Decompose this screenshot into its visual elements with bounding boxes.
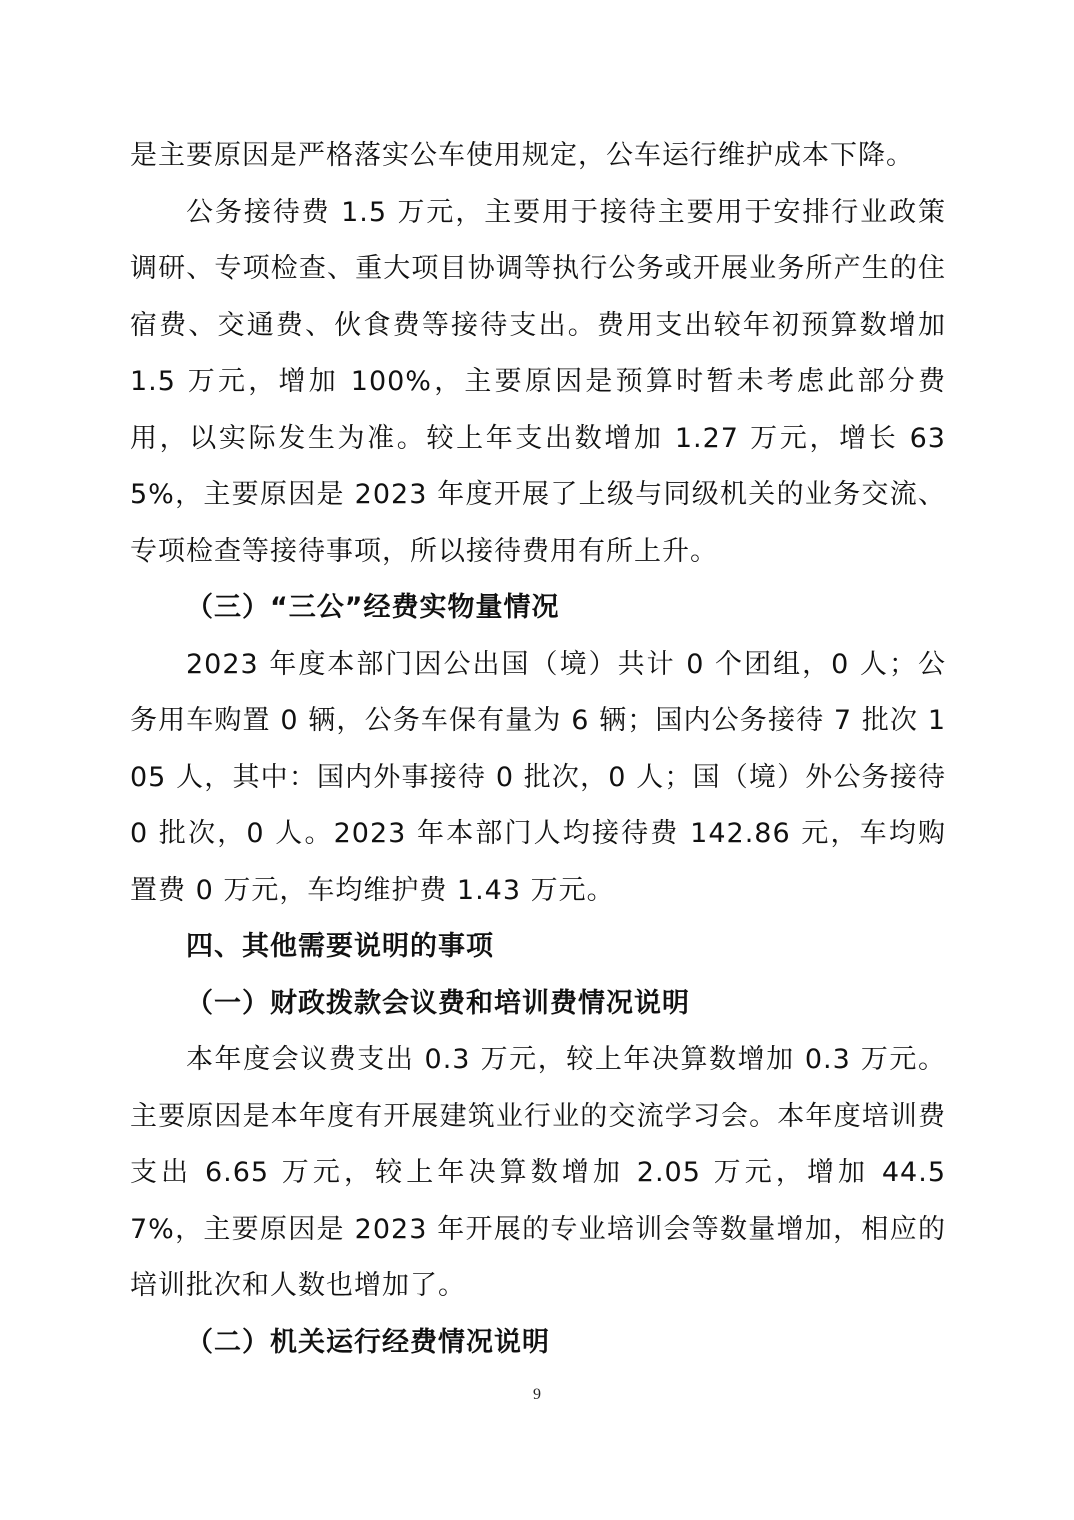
heading-meeting-training-fees: （一）财政拨款会议费和培训费情况说明 <box>186 987 690 1019</box>
page-number: 9 <box>533 1386 541 1403</box>
heading-other-matters: 四、其他需要说明的事项 <box>186 931 494 962</box>
heading-sangong-physical-quantity: （三）“三公”经费实物量情况 <box>186 592 560 623</box>
document-body <box>130 128 946 1371</box>
heading-operating-expenses: （二）机关运行经费情况说明 <box>186 1326 550 1358</box>
paragraph-reception-expense: 公务接待费 1.5 万元，主要用于接待主要用于安排行业政策调研、专项检查、重大项目协调等执行公务或开展业务所产生的住宿费、交通费、伙食费等接待支出。费用支出较年初预算数增加 1.5 万元，增加 100%，主要原因是预算时暂未考虑此部分费用，以实际发生为准。较上年支出数增加 1.27 万元，增长 635%，主要原因是 2023 年度开展了上级与同级机关的业务交流、专项检查等接待事项，所以接待费用有所上升。 <box>130 196 946 567</box>
paragraph-meeting-training-fees: 本年度会议费支出 0.3 万元，较上年决算数增加 0.3 万元。主要原因是本年度有开展建筑业行业的交流学习会。本年度培训费支出 6.65 万元，较上年决算数增加 2.05 万元，增加 44.57%，主要原因是 2023 年开展的专业培训会等数量增加，相应的培训批次和人数也增加了。 <box>130 1044 946 1301</box>
paragraph-physical-quantity: 2023 年度本部门因公出国（境）共计 0 个团组，0 人；公务用车购置 0 辆，公务车保有量为 6 辆；国内公务接待 7 批次 105 人，其中：国内外事接待 0 批次，0 人；国（境）外公务接待 0 批次，0 人。2023 年本部门人均接待费 142.86 元，车均购置费 0 万元，车均维护费 1.43 万元。 <box>130 648 946 906</box>
paragraph-vehicle-cost-reason: 是主要原因是严格落实公车使用规定，公车运行维护成本下降。 <box>130 140 914 171</box>
